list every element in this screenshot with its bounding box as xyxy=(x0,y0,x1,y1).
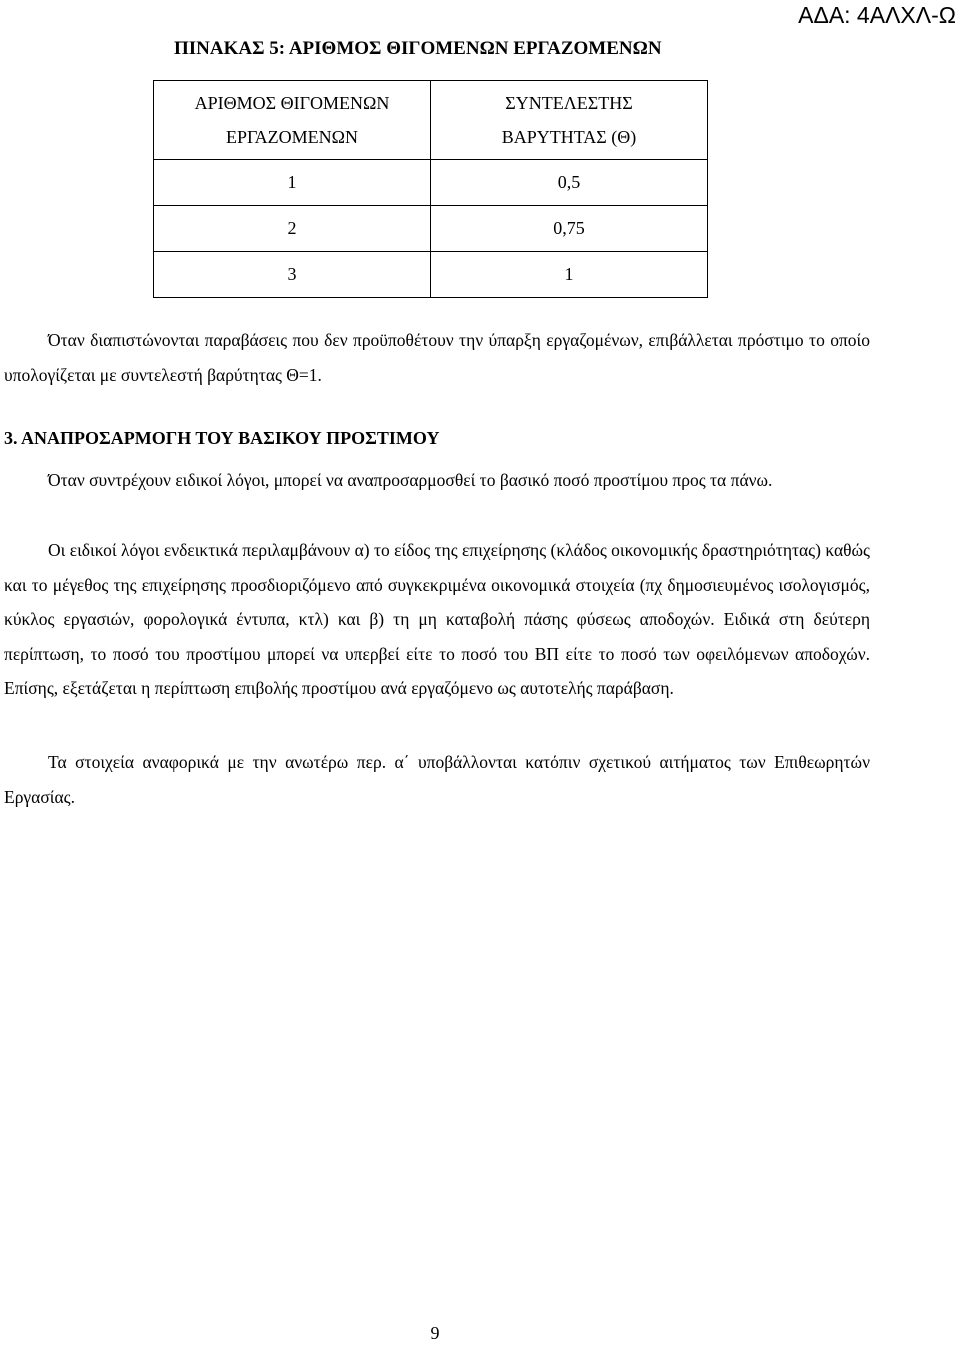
table-row xyxy=(154,160,708,206)
header-coefficient xyxy=(431,81,708,160)
section-heading: 3. ΑΝΑΠΡΟΣΑΡΜΟΓΗ ΤΟΥ ΒΑΣΙΚΟΥ ΠΡΟΣΤΙΜΟΥ xyxy=(4,428,440,448)
page-number: 9 xyxy=(430,1323,440,1343)
header-coefficient-line1: ΣΥΝΤΕΛΕΣΤΗΣ xyxy=(505,93,633,113)
paragraph-submission: Τα στοιχεία αναφορικά με την ανωτέρω περ. α΄ υποβάλλονται κατόπιν σχετικού αιτήματος των Επιθεωρητών Εργασίας. xyxy=(4,752,870,807)
header-workers-line2: ΕΡΓΑΖΟΜΕΝΩΝ xyxy=(226,127,358,147)
cell-workers: 1 xyxy=(154,160,431,206)
paragraph-special-reasons-details: Οι ειδικοί λόγοι ενδεικτικά περιλαμβάνουν α) το είδος της επιχείρησης (κλάδος οικονομικής δραστηριότητας) καθώς και το μέγεθος της επιχείρησης προσδιοριζόμενο από συγκεκριμένα οικονομικά στοιχεία (πχ δημοσιευμένος ισολογισμός, κύκλος εργασιών, φορολογικά έντυπα, κτλ) και β) τη μη καταβολή πάσης φύσεως αποδοχών. Ειδικά στη δεύτερη περίπτωση, το ποσό του προστίμου μπορεί να υπερβεί είτε το ποσό του ΒΠ είτε το ποσό των οφειλόμενων αποδοχών. Επίσης, εξετάζεται η περίπτωση επιβολής προστίμου ανά εργαζόμενο ως αυτοτελής παράβαση. xyxy=(4,540,870,698)
table-header-row xyxy=(154,81,708,160)
ada-code: ΑΔΑ: 4ΑΛΧΛ-Ω xyxy=(798,2,956,28)
coefficient-table xyxy=(153,80,708,298)
cell-workers: 3 xyxy=(154,252,431,298)
cell-coefficient: 1 xyxy=(431,252,708,298)
paragraph-violations-without-workers: Όταν διαπιστώνονται παραβάσεις που δεν προϋποθέτουν την ύπαρξη εργαζομένων, επιβάλλεται πρόστιμο το οποίο υπολογίζεται με συντελεστή βαρύτητας Θ=1. xyxy=(4,330,870,385)
cell-coefficient: 0,5 xyxy=(431,160,708,206)
table-row xyxy=(154,252,708,298)
cell-workers: 2 xyxy=(154,206,431,252)
header-coefficient-line2: ΒΑΡΥΤΗΤΑΣ (Θ) xyxy=(501,127,637,147)
header-workers xyxy=(154,81,431,160)
table-row xyxy=(154,206,708,252)
paragraph-special-reasons: Όταν συντρέχουν ειδικοί λόγοι, μπορεί να αναπροσαρμοσθεί το βασικό ποσό προστίμου προς τα πάνω. xyxy=(48,470,773,490)
header-workers-line1: ΑΡΙΘΜΟΣ ΘΙΓΟΜΕΝΩΝ xyxy=(194,93,390,113)
table-title: ΠΙΝΑΚΑΣ 5: ΑΡΙΘΜΟΣ ΘΙΓΟΜΕΝΩΝ ΕΡΓΑΖΟΜΕΝΩΝ xyxy=(174,38,662,59)
cell-coefficient: 0,75 xyxy=(431,206,708,252)
